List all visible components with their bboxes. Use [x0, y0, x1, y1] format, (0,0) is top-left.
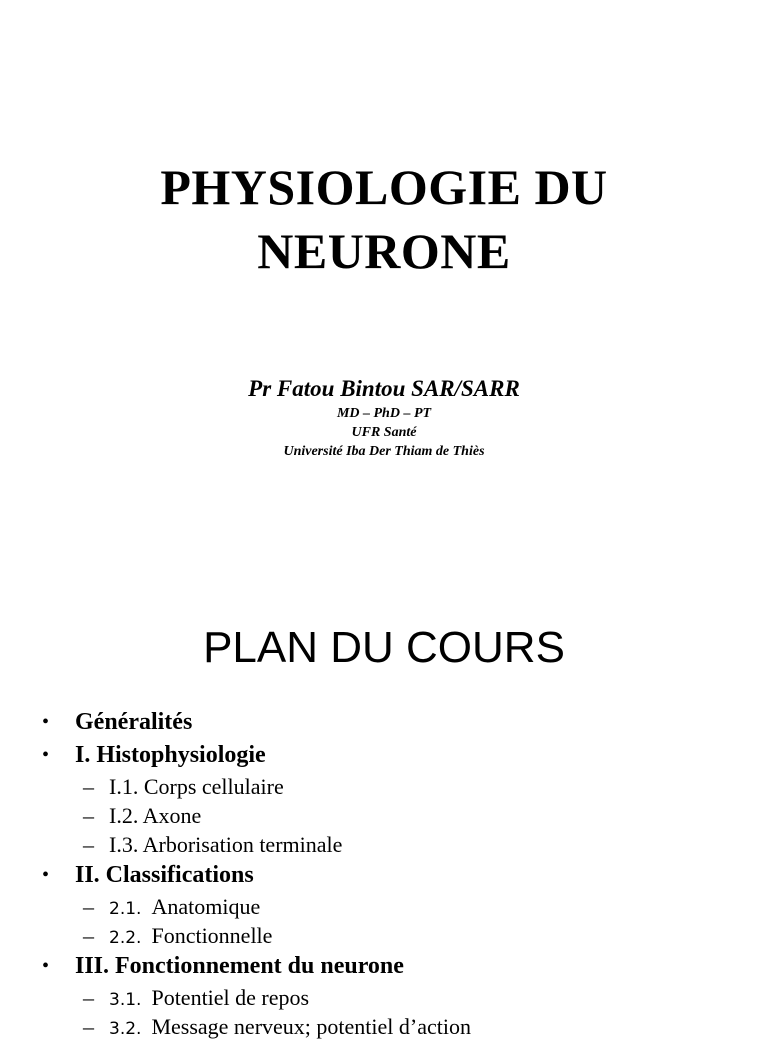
- outline-subitem: [0, 892, 768, 921]
- outline-subitem: [0, 921, 768, 950]
- outline-subitem-number: 2.1.: [109, 899, 142, 919]
- outline-section: [0, 859, 768, 892]
- plan-slide: [0, 512, 768, 1039]
- outline-subitem-number: 3.2.: [109, 1019, 142, 1039]
- university: Université Iba Der Thiam de Thiès: [283, 444, 485, 459]
- dash-icon: –: [83, 774, 94, 799]
- outline-subitem-label: Message nerveux; potentiel d’action: [151, 1014, 471, 1039]
- outline-subitem-label: Potentiel de repos: [151, 985, 310, 1010]
- title-line-1: PHYSIOLOGIE DU: [160, 159, 608, 215]
- outline-section-label: Généralités: [75, 709, 193, 735]
- course-outline: [0, 706, 768, 1041]
- outline-section: [0, 706, 768, 739]
- dash-icon: –: [83, 803, 94, 828]
- author-credentials: MD – PhD – PT: [336, 406, 432, 421]
- outline-subitem: [0, 801, 768, 830]
- outline-subitem: [0, 983, 768, 1012]
- bullet-icon: •: [42, 955, 50, 977]
- outline-section-label: II. Classifications: [75, 862, 254, 888]
- title-slide: [0, 0, 768, 512]
- outline-subitem-label: Anatomique: [151, 894, 261, 919]
- outline-section-label: III. Fonctionnement du neurone: [75, 953, 404, 979]
- plan-heading: PLAN DU COURS: [203, 623, 565, 672]
- outline-section: [0, 739, 768, 772]
- page-title: [0, 155, 768, 283]
- dash-icon: –: [83, 832, 94, 857]
- department: UFR Santé: [351, 425, 417, 440]
- outline-section-label: I. Histophysiologie: [75, 742, 266, 768]
- outline-section: [0, 950, 768, 983]
- outline-subitem-label: I.3. Arborisation terminale: [109, 832, 343, 857]
- dash-icon: –: [83, 1014, 94, 1039]
- outline-subitem-label: Fonctionnelle: [151, 923, 273, 948]
- author-name: Pr Fatou Bintou SAR/SARR: [248, 376, 520, 401]
- bullet-icon: •: [42, 711, 50, 733]
- outline-subitem: [0, 830, 768, 859]
- outline-subitem-number: 3.1.: [109, 990, 142, 1010]
- bullet-icon: •: [42, 744, 50, 766]
- bullet-icon: •: [42, 864, 50, 886]
- outline-subitem-label: I.1. Corps cellulaire: [109, 774, 284, 799]
- outline-subitem-label: I.2. Axone: [109, 803, 202, 828]
- dash-icon: –: [83, 985, 94, 1010]
- outline-subitem: [0, 1012, 768, 1041]
- outline-subitem: [0, 772, 768, 801]
- outline-subitem-number: 2.2.: [109, 928, 142, 948]
- dash-icon: –: [83, 894, 94, 919]
- dash-icon: –: [83, 923, 94, 948]
- title-line-2: NEURONE: [257, 223, 511, 279]
